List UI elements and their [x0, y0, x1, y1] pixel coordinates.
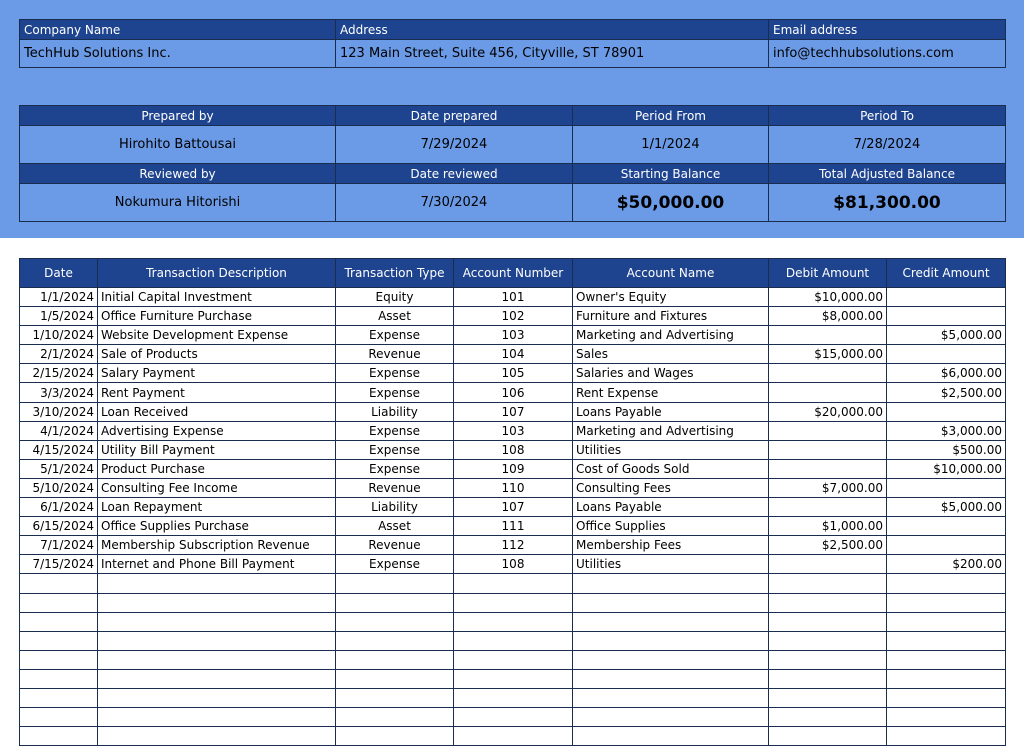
prepared-by-header: Prepared by	[20, 106, 336, 126]
type-cell[interactable]: Expense	[336, 383, 454, 402]
debit-cell[interactable]: $20,000.00	[769, 402, 887, 421]
type-cell[interactable]: Asset	[336, 307, 454, 326]
type-cell[interactable]: Expense	[336, 440, 454, 459]
account-name-cell[interactable]: Utilities	[573, 555, 769, 574]
type-cell[interactable]	[336, 727, 454, 746]
account-number-cell[interactable]: 106	[454, 383, 573, 402]
address-cell[interactable]: 123 Main Street, Suite 456, Cityville, ST 78901	[336, 40, 769, 68]
table-row	[20, 345, 1006, 364]
description-cell[interactable]: Salary Payment	[98, 364, 336, 383]
email-cell[interactable]: info@techhubsolutions.com	[769, 40, 1006, 68]
account-name-cell[interactable]: Furniture and Fixtures	[573, 307, 769, 326]
credit-cell[interactable]: $3,000.00	[887, 421, 1006, 440]
date-cell[interactable]: 4/1/2024	[20, 421, 98, 440]
description-cell[interactable]	[98, 688, 336, 707]
credit-cell[interactable]	[887, 517, 1006, 536]
table-row	[20, 288, 1006, 307]
table-row	[20, 459, 1006, 478]
account-number-cell[interactable]: 109	[454, 459, 573, 478]
account-number-cell[interactable]	[454, 631, 573, 650]
total-adjusted-header: Total Adjusted Balance	[769, 164, 1006, 184]
starting-balance-header: Starting Balance	[573, 164, 769, 184]
credit-cell[interactable]	[887, 688, 1006, 707]
date-prepared-cell[interactable]: 7/29/2024	[336, 126, 573, 164]
type-cell[interactable]: Expense	[336, 364, 454, 383]
table-row	[20, 612, 1006, 631]
date-cell[interactable]: 4/15/2024	[20, 440, 98, 459]
date-cell[interactable]	[20, 574, 98, 593]
date-cell[interactable]	[20, 631, 98, 650]
date-cell[interactable]: 1/5/2024	[20, 307, 98, 326]
type-cell[interactable]: Asset	[336, 517, 454, 536]
account-number-cell[interactable]	[454, 574, 573, 593]
account-name-cell[interactable]	[573, 708, 769, 727]
reviewed-by-header: Reviewed by	[20, 164, 336, 184]
account-name-cell[interactable]: Utilities	[573, 440, 769, 459]
type-cell[interactable]	[336, 593, 454, 612]
account-name-cell[interactable]: Membership Fees	[573, 536, 769, 555]
date-cell[interactable]	[20, 593, 98, 612]
transactions-table	[19, 258, 1006, 746]
description-cell[interactable]	[98, 574, 336, 593]
debit-cell[interactable]: $2,500.00	[769, 536, 887, 555]
account-name-cell[interactable]: Loans Payable	[573, 498, 769, 517]
date-cell[interactable]: 7/1/2024	[20, 536, 98, 555]
table-row	[20, 402, 1006, 421]
account-number-cell[interactable]: 112	[454, 536, 573, 555]
description-cell[interactable]: Sale of Products	[98, 345, 336, 364]
table-row	[20, 593, 1006, 612]
account-name-cell[interactable]: Salaries and Wages	[573, 364, 769, 383]
account-name-cell[interactable]	[573, 650, 769, 669]
period-from-header: Period From	[573, 106, 769, 126]
account-number-cell[interactable]: 108	[454, 440, 573, 459]
account-name-cell[interactable]: Loans Payable	[573, 402, 769, 421]
info-value-row-1	[20, 126, 1006, 164]
debit-cell[interactable]	[769, 650, 887, 669]
address-header: Address	[336, 20, 769, 40]
debit-cell[interactable]	[769, 708, 887, 727]
credit-cell[interactable]: $500.00	[887, 440, 1006, 459]
transactions-header-row	[20, 259, 1006, 288]
type-cell[interactable]: Revenue	[336, 478, 454, 497]
table-row	[20, 727, 1006, 746]
type-cell[interactable]	[336, 650, 454, 669]
company-value-row	[20, 40, 1006, 68]
date-cell[interactable]	[20, 688, 98, 707]
table-row	[20, 708, 1006, 727]
prepared-by-cell[interactable]: Hirohito Battousai	[20, 126, 336, 164]
description-cell[interactable]: Initial Capital Investment	[98, 288, 336, 307]
credit-cell[interactable]	[887, 727, 1006, 746]
col-header-date: Date	[20, 259, 98, 288]
account-name-cell[interactable]	[573, 574, 769, 593]
company-table	[19, 19, 1006, 68]
type-cell[interactable]	[336, 688, 454, 707]
description-cell[interactable]: Product Purchase	[98, 459, 336, 478]
account-number-cell[interactable]	[454, 650, 573, 669]
account-name-cell[interactable]	[573, 727, 769, 746]
date-cell[interactable]: 6/15/2024	[20, 517, 98, 536]
period-to-cell[interactable]: 7/28/2024	[769, 126, 1006, 164]
credit-cell[interactable]	[887, 536, 1006, 555]
description-cell[interactable]: Website Development Expense	[98, 326, 336, 345]
account-name-cell[interactable]: Marketing and Advertising	[573, 421, 769, 440]
description-cell[interactable]: Utility Bill Payment	[98, 440, 336, 459]
description-cell[interactable]: Loan Received	[98, 402, 336, 421]
table-row	[20, 631, 1006, 650]
col-header-credit: Credit Amount	[887, 259, 1006, 288]
date-cell[interactable]: 3/10/2024	[20, 402, 98, 421]
table-row	[20, 536, 1006, 555]
account-name-cell[interactable]	[573, 593, 769, 612]
col-header-debit: Debit Amount	[769, 259, 887, 288]
description-cell[interactable]	[98, 669, 336, 688]
description-cell[interactable]: Loan Repayment	[98, 498, 336, 517]
account-name-cell[interactable]: Cost of Goods Sold	[573, 459, 769, 478]
date-cell[interactable]: 5/10/2024	[20, 478, 98, 497]
debit-cell[interactable]	[769, 383, 887, 402]
account-number-cell[interactable]: 102	[454, 307, 573, 326]
credit-cell[interactable]: $2,500.00	[887, 383, 1006, 402]
description-cell[interactable]	[98, 612, 336, 631]
date-cell[interactable]: 2/1/2024	[20, 345, 98, 364]
table-row	[20, 669, 1006, 688]
account-name-cell[interactable]: Owner's Equity	[573, 288, 769, 307]
table-row	[20, 364, 1006, 383]
date-cell[interactable]: 1/10/2024	[20, 326, 98, 345]
description-cell[interactable]	[98, 650, 336, 669]
account-number-cell[interactable]: 107	[454, 402, 573, 421]
report-info-table	[19, 105, 1006, 222]
account-name-cell[interactable]: Office Supplies	[573, 517, 769, 536]
description-cell[interactable]: Internet and Phone Bill Payment	[98, 555, 336, 574]
table-row	[20, 498, 1006, 517]
debit-cell[interactable]	[769, 326, 887, 345]
table-row	[20, 307, 1006, 326]
description-cell[interactable]: Consulting Fee Income	[98, 478, 336, 497]
debit-cell[interactable]: $1,000.00	[769, 517, 887, 536]
debit-cell[interactable]	[769, 631, 887, 650]
credit-cell[interactable]	[887, 402, 1006, 421]
description-cell[interactable]	[98, 708, 336, 727]
info-header-row-1	[20, 106, 1006, 126]
account-number-cell[interactable]: 104	[454, 345, 573, 364]
account-name-cell[interactable]: Marketing and Advertising	[573, 326, 769, 345]
transactions-body	[20, 288, 1006, 746]
type-cell[interactable]: Expense	[336, 555, 454, 574]
credit-cell[interactable]: $5,000.00	[887, 498, 1006, 517]
account-number-cell[interactable]: 107	[454, 498, 573, 517]
account-name-cell[interactable]: Sales	[573, 345, 769, 364]
debit-cell[interactable]	[769, 555, 887, 574]
table-row	[20, 688, 1006, 707]
company-name-cell[interactable]: TechHub Solutions Inc.	[20, 40, 336, 68]
credit-cell[interactable]	[887, 574, 1006, 593]
period-from-cell[interactable]: 1/1/2024	[573, 126, 769, 164]
total-adjusted-cell[interactable]: $81,300.00	[769, 184, 1006, 222]
date-cell[interactable]: 1/1/2024	[20, 288, 98, 307]
date-reviewed-header: Date reviewed	[336, 164, 573, 184]
date-cell[interactable]: 5/1/2024	[20, 459, 98, 478]
type-cell[interactable]: Equity	[336, 288, 454, 307]
type-cell[interactable]	[336, 669, 454, 688]
table-row	[20, 478, 1006, 497]
table-row	[20, 383, 1006, 402]
date-reviewed-cell[interactable]: 7/30/2024	[336, 184, 573, 222]
debit-cell[interactable]	[769, 421, 887, 440]
type-cell[interactable]: Liability	[336, 498, 454, 517]
credit-cell[interactable]	[887, 478, 1006, 497]
type-cell[interactable]: Expense	[336, 459, 454, 478]
type-cell[interactable]: Revenue	[336, 536, 454, 555]
credit-cell[interactable]	[887, 307, 1006, 326]
date-cell[interactable]	[20, 669, 98, 688]
debit-cell[interactable]	[769, 727, 887, 746]
reviewed-by-cell[interactable]: Nokumura Hitorishi	[20, 184, 336, 222]
date-cell[interactable]	[20, 612, 98, 631]
credit-cell[interactable]	[887, 708, 1006, 727]
account-number-cell[interactable]	[454, 727, 573, 746]
company-header-row	[20, 20, 1006, 40]
type-cell[interactable]: Expense	[336, 326, 454, 345]
debit-cell[interactable]	[769, 498, 887, 517]
account-name-cell[interactable]	[573, 688, 769, 707]
account-number-cell[interactable]	[454, 669, 573, 688]
debit-cell[interactable]: $15,000.00	[769, 345, 887, 364]
table-row	[20, 555, 1006, 574]
table-row	[20, 650, 1006, 669]
type-cell[interactable]	[336, 612, 454, 631]
account-number-cell[interactable]: 103	[454, 326, 573, 345]
description-cell[interactable]: Membership Subscription Revenue	[98, 536, 336, 555]
account-number-cell[interactable]	[454, 708, 573, 727]
table-row	[20, 326, 1006, 345]
debit-cell[interactable]: $8,000.00	[769, 307, 887, 326]
credit-cell[interactable]: $200.00	[887, 555, 1006, 574]
col-header-account-number: Account Number	[454, 259, 573, 288]
date-cell[interactable]: 3/3/2024	[20, 383, 98, 402]
table-row	[20, 440, 1006, 459]
account-name-cell[interactable]	[573, 669, 769, 688]
debit-cell[interactable]	[769, 688, 887, 707]
table-row	[20, 574, 1006, 593]
description-cell[interactable]	[98, 727, 336, 746]
debit-cell[interactable]: $10,000.00	[769, 288, 887, 307]
account-number-cell[interactable]: 111	[454, 517, 573, 536]
credit-cell[interactable]: $5,000.00	[887, 326, 1006, 345]
account-number-cell[interactable]: 103	[454, 421, 573, 440]
date-cell[interactable]	[20, 708, 98, 727]
credit-cell[interactable]	[887, 650, 1006, 669]
account-name-cell[interactable]	[573, 631, 769, 650]
account-number-cell[interactable]	[454, 593, 573, 612]
date-cell[interactable]: 2/15/2024	[20, 364, 98, 383]
debit-cell[interactable]	[769, 593, 887, 612]
debit-cell[interactable]	[769, 669, 887, 688]
col-header-description: Transaction Description	[98, 259, 336, 288]
account-number-cell[interactable]: 110	[454, 478, 573, 497]
description-cell[interactable]: Office Furniture Purchase	[98, 307, 336, 326]
info-header-row-2	[20, 164, 1006, 184]
description-cell[interactable]: Rent Payment	[98, 383, 336, 402]
description-cell[interactable]: Advertising Expense	[98, 421, 336, 440]
description-cell[interactable]: Office Supplies Purchase	[98, 517, 336, 536]
credit-cell[interactable]	[887, 345, 1006, 364]
email-header: Email address	[769, 20, 1006, 40]
date-cell[interactable]: 6/1/2024	[20, 498, 98, 517]
type-cell[interactable]: Revenue	[336, 345, 454, 364]
account-name-cell[interactable]: Consulting Fees	[573, 478, 769, 497]
account-number-cell[interactable]: 108	[454, 555, 573, 574]
account-number-cell[interactable]: 101	[454, 288, 573, 307]
info-value-row-2	[20, 184, 1006, 222]
type-cell[interactable]: Expense	[336, 421, 454, 440]
debit-cell[interactable]	[769, 440, 887, 459]
type-cell[interactable]	[336, 574, 454, 593]
credit-cell[interactable]	[887, 593, 1006, 612]
table-row	[20, 421, 1006, 440]
debit-cell[interactable]	[769, 574, 887, 593]
starting-balance-cell[interactable]: $50,000.00	[573, 184, 769, 222]
description-cell[interactable]	[98, 631, 336, 650]
account-number-cell[interactable]: 105	[454, 364, 573, 383]
company-name-header: Company Name	[20, 20, 336, 40]
credit-cell[interactable]	[887, 288, 1006, 307]
date-cell[interactable]	[20, 727, 98, 746]
account-number-cell[interactable]	[454, 688, 573, 707]
account-name-cell[interactable]	[573, 612, 769, 631]
type-cell[interactable]	[336, 708, 454, 727]
date-cell[interactable]: 7/15/2024	[20, 555, 98, 574]
date-prepared-header: Date prepared	[336, 106, 573, 126]
col-header-type: Transaction Type	[336, 259, 454, 288]
debit-cell[interactable]	[769, 459, 887, 478]
debit-cell[interactable]: $7,000.00	[769, 478, 887, 497]
debit-cell[interactable]	[769, 612, 887, 631]
date-cell[interactable]	[20, 650, 98, 669]
period-to-header: Period To	[769, 106, 1006, 126]
credit-cell[interactable]: $6,000.00	[887, 364, 1006, 383]
col-header-account-name: Account Name	[573, 259, 769, 288]
table-row	[20, 517, 1006, 536]
type-cell[interactable]: Liability	[336, 402, 454, 421]
credit-cell[interactable]: $10,000.00	[887, 459, 1006, 478]
debit-cell[interactable]	[769, 364, 887, 383]
description-cell[interactable]	[98, 593, 336, 612]
account-name-cell[interactable]: Rent Expense	[573, 383, 769, 402]
account-number-cell[interactable]	[454, 612, 573, 631]
type-cell[interactable]	[336, 631, 454, 650]
credit-cell[interactable]	[887, 669, 1006, 688]
credit-cell[interactable]	[887, 612, 1006, 631]
credit-cell[interactable]	[887, 631, 1006, 650]
